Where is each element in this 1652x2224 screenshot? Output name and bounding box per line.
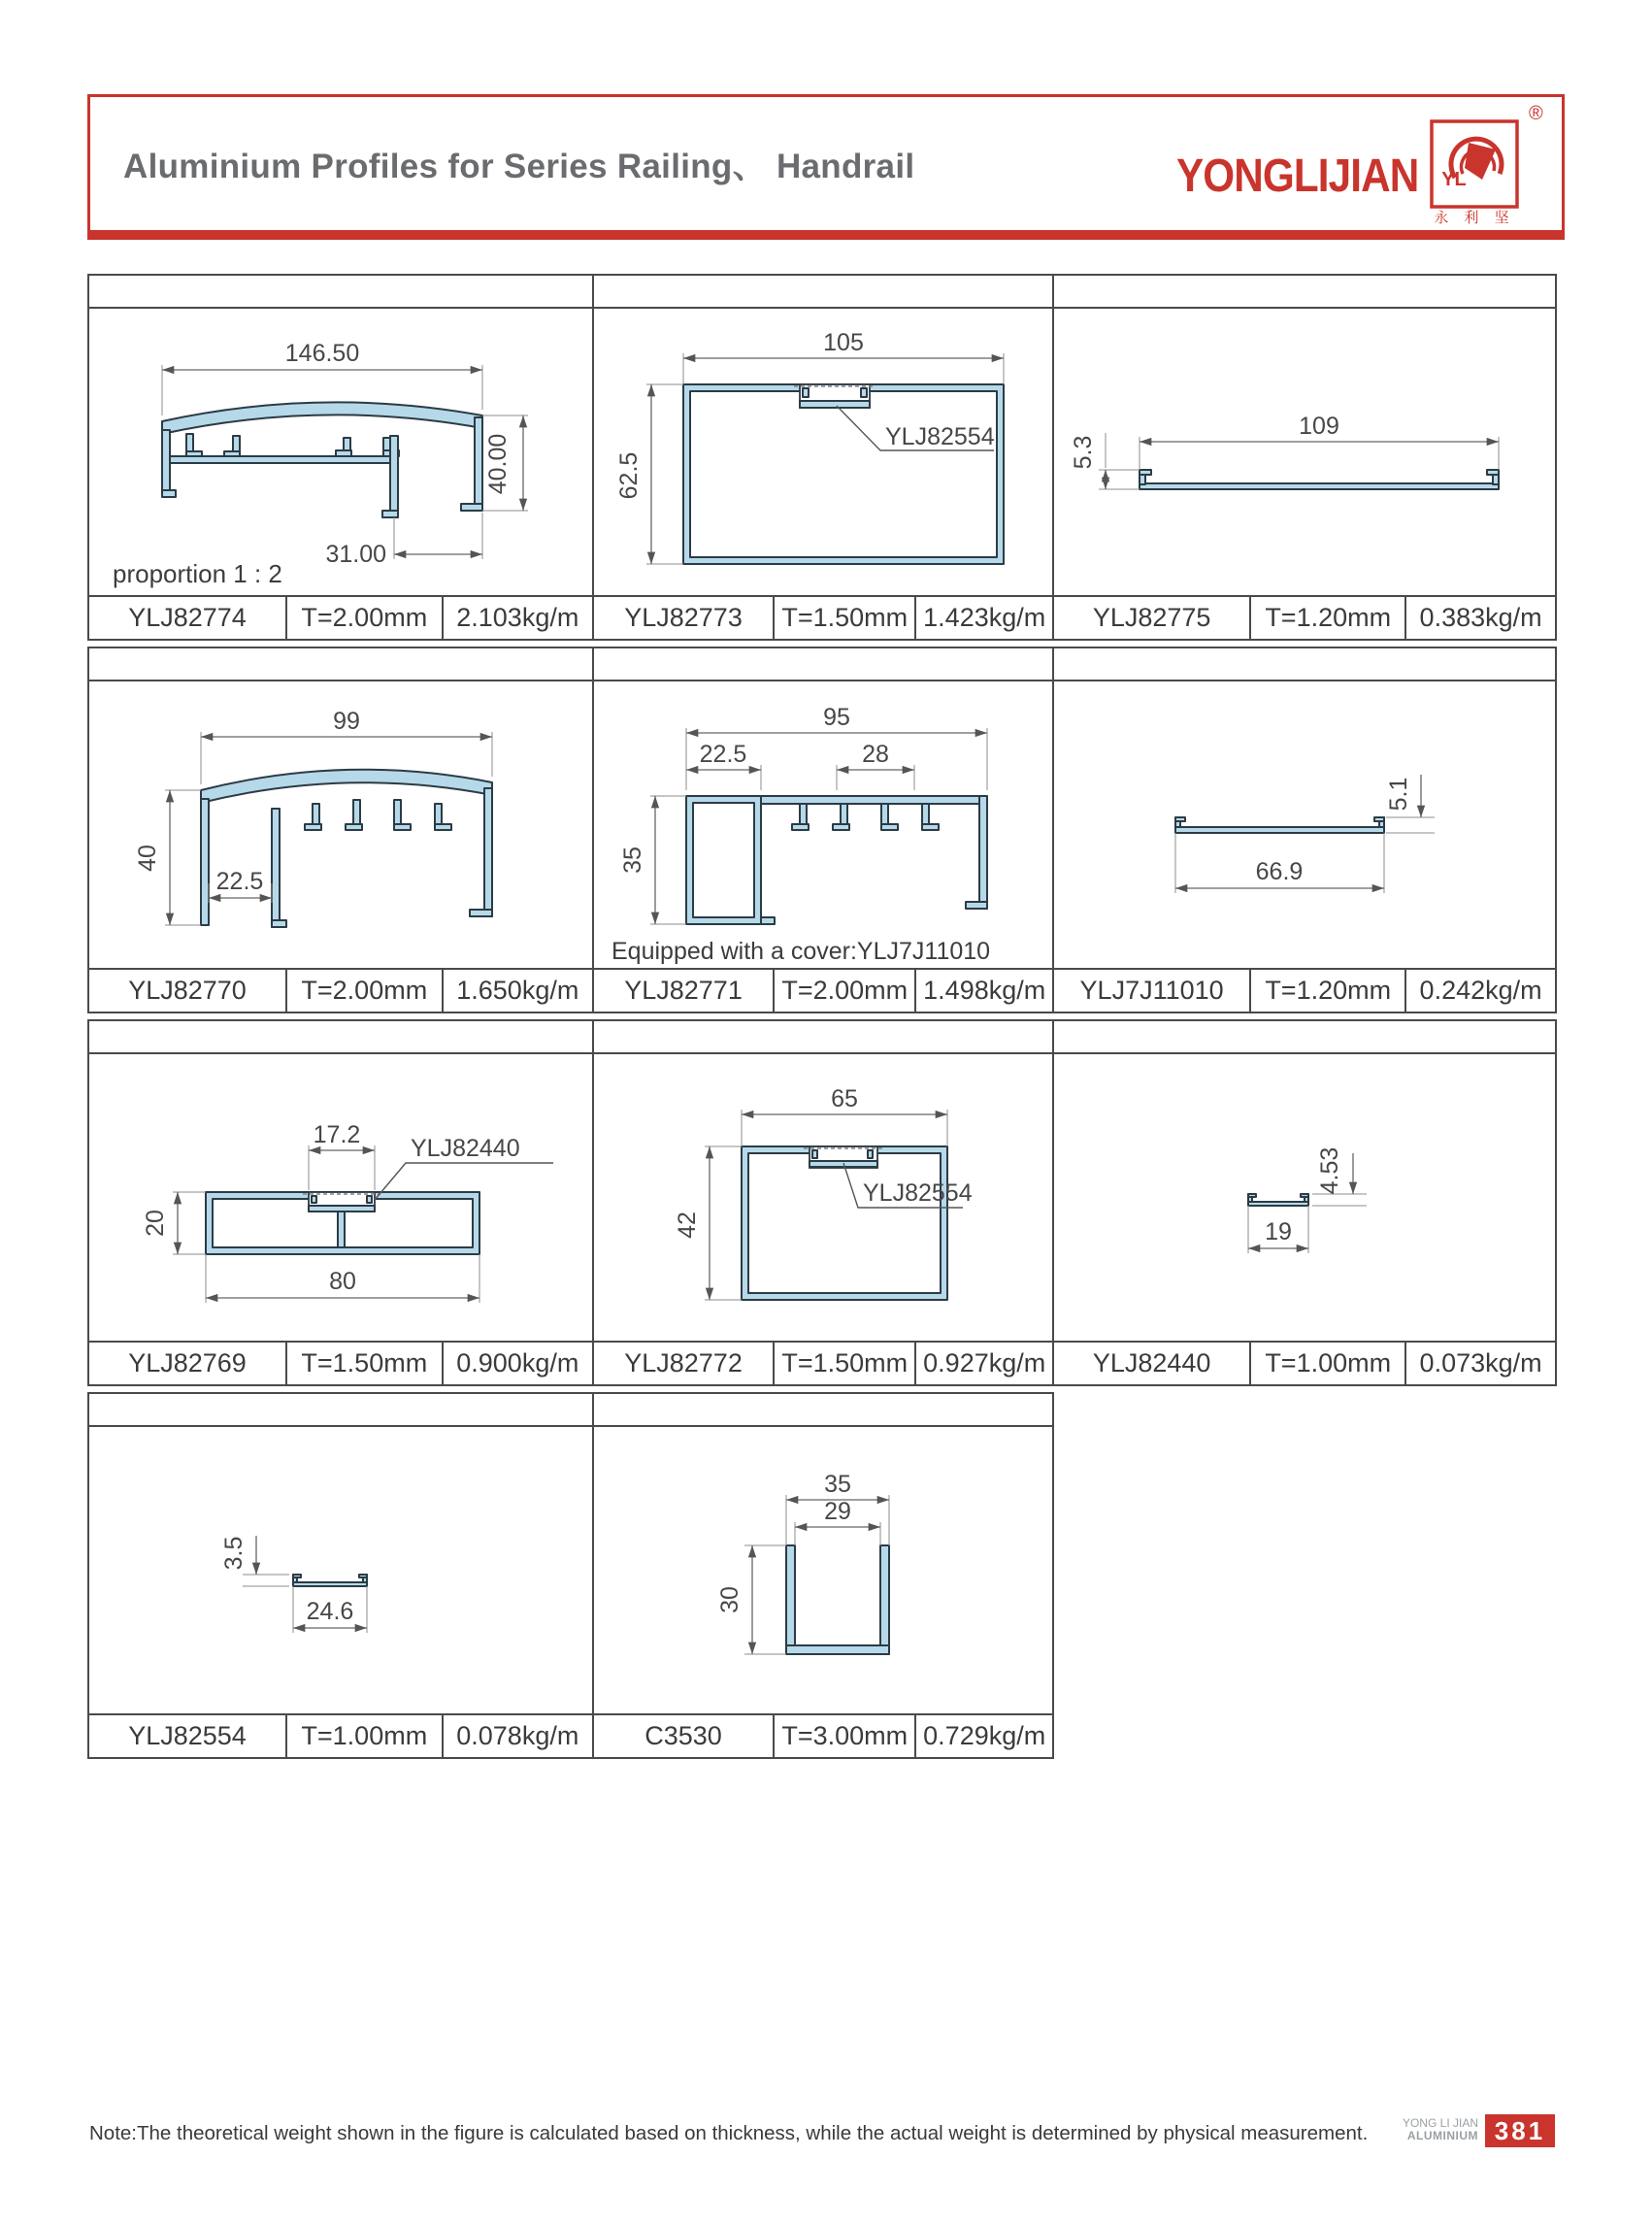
weight-value: 1.650kg/m bbox=[442, 970, 592, 1012]
model-code: YLJ82775 bbox=[1092, 603, 1211, 632]
profile-cell bbox=[89, 648, 592, 1012]
cell-header-band bbox=[1054, 276, 1555, 309]
drawing-area bbox=[89, 309, 592, 595]
cell-header-band bbox=[1054, 1021, 1555, 1054]
dim-label: 35 bbox=[619, 846, 646, 874]
profile-drawing bbox=[594, 1427, 1054, 1713]
profile-drawing bbox=[89, 1427, 592, 1713]
dim-label: 80 bbox=[329, 1268, 356, 1295]
drawing-area bbox=[89, 1054, 592, 1341]
dimensions bbox=[1070, 413, 1499, 489]
proportion-note: proportion 1 : 2 bbox=[113, 559, 282, 588]
profile-shape bbox=[1140, 470, 1499, 489]
profile-cell bbox=[89, 276, 592, 639]
dim-label: 30 bbox=[716, 1586, 743, 1613]
registered-mark: ® bbox=[1529, 102, 1543, 124]
profile-shape bbox=[1175, 817, 1384, 833]
brand-wordmark: YONGLIJIAN bbox=[1175, 150, 1418, 202]
drawing-area bbox=[89, 681, 592, 968]
thickness-value: T=1.50mm bbox=[773, 597, 914, 639]
footer-brand-line2: ALUMINIUM bbox=[1406, 2129, 1478, 2142]
profile-info-row bbox=[1054, 595, 1555, 639]
profile-info-row bbox=[89, 1713, 592, 1757]
model-code: C3530 bbox=[644, 1721, 722, 1750]
dim-label: 109 bbox=[1299, 413, 1339, 440]
dim-label: 29 bbox=[824, 1498, 851, 1525]
model-code: YLJ82440 bbox=[1092, 1348, 1211, 1378]
dim-label: 35 bbox=[824, 1471, 851, 1498]
cell-header-band bbox=[89, 1021, 592, 1054]
profile-drawing bbox=[1054, 681, 1557, 968]
dim-label: 5.1 bbox=[1385, 777, 1412, 812]
dim-label: 40 bbox=[134, 845, 161, 872]
weight-value: 0.078kg/m bbox=[442, 1715, 592, 1757]
profile-cell bbox=[1052, 648, 1555, 1012]
profile-shape bbox=[201, 770, 492, 927]
model-code: YLJ82554 bbox=[128, 1721, 247, 1750]
cover-note: Equipped with a cover:YLJ7J11010 bbox=[611, 938, 991, 965]
thickness-value: T=2.00mm bbox=[285, 597, 442, 639]
profile-info-row bbox=[1054, 1341, 1555, 1384]
table-row bbox=[87, 647, 1557, 1013]
brand-logo-icon bbox=[1422, 102, 1546, 226]
profile-info-row bbox=[89, 968, 592, 1012]
dim-label: 146.50 bbox=[284, 340, 360, 367]
brand-area bbox=[1143, 102, 1546, 226]
profile-drawing bbox=[594, 681, 1054, 968]
thickness-value: T=1.50mm bbox=[285, 1343, 442, 1384]
profile-cell bbox=[1052, 1021, 1555, 1384]
weight-value: 0.900kg/m bbox=[442, 1343, 592, 1384]
profiles-table bbox=[87, 274, 1557, 1765]
brand-chinese: 永 利 坚 bbox=[1434, 209, 1515, 226]
footer-brand-line1: YONG LI JIAN bbox=[1402, 2116, 1478, 2130]
thickness-value: T=3.00mm bbox=[773, 1715, 914, 1757]
dim-label: 99 bbox=[333, 708, 360, 735]
profile-info-row bbox=[594, 1713, 1052, 1757]
profile-drawing bbox=[594, 309, 1054, 595]
profile-drawing bbox=[1054, 1054, 1557, 1341]
footer-brand bbox=[1354, 2117, 1478, 2142]
drawing-area bbox=[89, 1427, 592, 1713]
thickness-value: T=1.00mm bbox=[285, 1715, 442, 1757]
dim-label: 4.53 bbox=[1316, 1146, 1343, 1195]
profile-cell bbox=[1052, 276, 1555, 639]
thickness-value: T=1.20mm bbox=[1249, 597, 1404, 639]
cell-header-band bbox=[89, 1394, 592, 1427]
table-row bbox=[87, 1019, 1557, 1386]
dim-label: 31.00 bbox=[325, 541, 386, 568]
drawing-area bbox=[1054, 681, 1555, 968]
dim-label: 19 bbox=[1265, 1218, 1292, 1245]
profile-shape bbox=[293, 1575, 367, 1586]
model-code: YLJ82773 bbox=[624, 603, 743, 632]
dimensions bbox=[716, 1471, 889, 1654]
profile-info-row bbox=[89, 595, 592, 639]
cell-header-band bbox=[594, 648, 1052, 681]
model-code: YLJ82769 bbox=[128, 1348, 247, 1378]
profile-info-row bbox=[594, 1341, 1052, 1384]
dim-label: 66.9 bbox=[1255, 858, 1304, 885]
weight-value: 1.498kg/m bbox=[914, 970, 1052, 1012]
profile-drawing bbox=[1054, 309, 1557, 595]
dim-label: 24.6 bbox=[306, 1598, 354, 1625]
cell-header-band bbox=[89, 648, 592, 681]
dimensions bbox=[674, 1085, 973, 1300]
profile-info-row bbox=[1054, 968, 1555, 1012]
weight-value: 0.729kg/m bbox=[914, 1715, 1052, 1757]
weight-value: 0.242kg/m bbox=[1404, 970, 1555, 1012]
dim-label: 62.5 bbox=[615, 451, 643, 500]
profile-shape bbox=[162, 402, 482, 517]
profile-shape bbox=[206, 1192, 479, 1254]
profile-drawing bbox=[89, 1054, 592, 1341]
model-code: YLJ82771 bbox=[624, 976, 743, 1005]
profile-cell bbox=[592, 648, 1052, 1012]
profile-cell bbox=[592, 1394, 1052, 1757]
profile-cell bbox=[89, 1021, 592, 1384]
dim-label: 40.00 bbox=[484, 433, 512, 495]
model-code: YLJ82770 bbox=[128, 976, 247, 1005]
model-code: YLJ82772 bbox=[624, 1348, 743, 1378]
dim-label: 28 bbox=[862, 741, 889, 768]
page-header bbox=[87, 94, 1565, 240]
model-code: YLJ7J11010 bbox=[1079, 976, 1224, 1005]
dim-label: 65 bbox=[831, 1085, 858, 1112]
cell-header-band bbox=[594, 1394, 1052, 1427]
table-row bbox=[87, 1392, 1054, 1759]
dim-label: 22.5 bbox=[699, 741, 747, 768]
cell-header-band bbox=[594, 1021, 1052, 1054]
profile-info-row bbox=[594, 968, 1052, 1012]
drawing-area bbox=[1054, 309, 1555, 595]
profile-info-row bbox=[594, 595, 1052, 639]
weight-value: 1.423kg/m bbox=[914, 597, 1052, 639]
thickness-value: T=1.50mm bbox=[773, 1343, 914, 1384]
dim-label: 105 bbox=[823, 329, 864, 356]
dim-label: 22.5 bbox=[215, 868, 264, 895]
dim-label: 3.5 bbox=[220, 1536, 248, 1571]
drawing-area bbox=[594, 1054, 1052, 1341]
page-title: Aluminium Profiles for Series Railing、 Handrail bbox=[123, 147, 915, 185]
dimensions bbox=[615, 329, 1004, 564]
profile-info-row bbox=[89, 1341, 592, 1384]
thickness-value: T=1.00mm bbox=[1249, 1343, 1404, 1384]
profile-shape bbox=[686, 796, 987, 924]
cell-header-band bbox=[1054, 648, 1555, 681]
dim-label: 17.2 bbox=[313, 1121, 361, 1148]
cover-label: YLJ82554 bbox=[863, 1179, 973, 1207]
thickness-value: T=2.00mm bbox=[285, 970, 442, 1012]
weight-value: 0.383kg/m bbox=[1404, 597, 1555, 639]
table-row bbox=[87, 274, 1557, 641]
profile-shape bbox=[786, 1545, 889, 1654]
dim-label: 95 bbox=[823, 704, 850, 731]
weight-value: 2.103kg/m bbox=[442, 597, 592, 639]
cell-header-band bbox=[89, 276, 592, 309]
profile-cell bbox=[592, 276, 1052, 639]
cover-label: YLJ82554 bbox=[885, 423, 995, 450]
drawing-area bbox=[594, 309, 1052, 595]
thickness-value: T=1.20mm bbox=[1249, 970, 1404, 1012]
footer-note: Note:The theoretical weight shown in the figure is calculated based on thickness, while the actual weight is determined by physical measurement. bbox=[89, 2122, 1369, 2144]
profile-shape bbox=[683, 384, 1004, 564]
drawing-area bbox=[594, 681, 1052, 968]
drawing-area bbox=[594, 1427, 1052, 1713]
profile-shape bbox=[1248, 1194, 1308, 1206]
dim-label: 5.3 bbox=[1070, 435, 1097, 470]
profile-drawing bbox=[594, 1054, 1054, 1341]
cover-label: YLJ82440 bbox=[411, 1135, 520, 1162]
weight-value: 0.927kg/m bbox=[914, 1343, 1052, 1384]
model-code: YLJ82774 bbox=[128, 603, 247, 632]
cell-header-band bbox=[594, 276, 1052, 309]
dim-label: 20 bbox=[142, 1210, 169, 1237]
drawing-area bbox=[1054, 1054, 1555, 1341]
profile-drawing bbox=[89, 681, 592, 968]
logo-monogram: YL bbox=[1441, 168, 1467, 190]
dim-label: 42 bbox=[674, 1212, 701, 1239]
profile-cell bbox=[592, 1021, 1052, 1384]
logo-arrow-icon bbox=[1465, 143, 1496, 180]
profile-cell bbox=[89, 1394, 592, 1757]
thickness-value: T=2.00mm bbox=[773, 970, 914, 1012]
profile-drawing bbox=[89, 309, 592, 595]
weight-value: 0.073kg/m bbox=[1404, 1343, 1555, 1384]
profile-shape bbox=[742, 1146, 947, 1300]
page-number-badge: 381 bbox=[1485, 2114, 1555, 2147]
